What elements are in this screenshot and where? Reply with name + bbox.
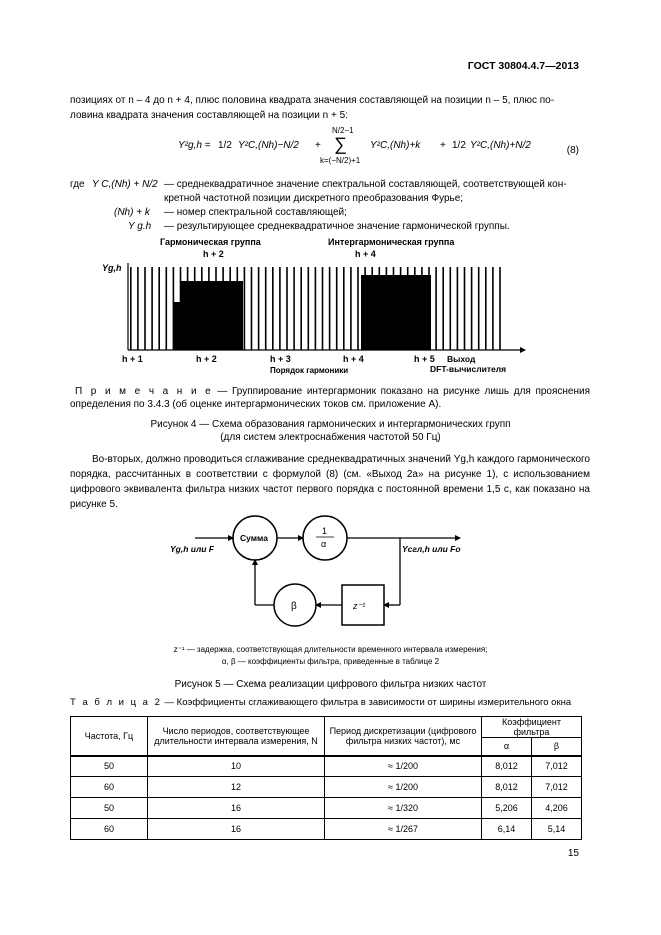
input-label: Yg,h или F	[170, 544, 215, 554]
definition-row: где Y C,(Nh) + N/2 — среднеквадратичное значение спектральной составляющей, соответствующей кон-	[70, 179, 567, 190]
spectrum-line	[258, 267, 260, 350]
tick-label: h + 2	[196, 354, 217, 364]
figure-5-diagram	[170, 510, 490, 640]
tick-label: h + 3	[270, 354, 291, 364]
header-alpha: α	[482, 738, 532, 756]
table-cell: ≈ 1/320	[325, 798, 482, 819]
header-sampling: Период дискретизации (цифрового фильтра низких частот), мс	[325, 717, 482, 756]
table-cell: 50	[71, 798, 148, 819]
intro-line-2: ловина квадрата значения составляющей на позиции n + 5:	[70, 110, 348, 121]
table-cell: ≈ 1/200	[325, 756, 482, 777]
y-axis-label: Yg,h	[102, 263, 122, 273]
figure-4-note	[70, 385, 590, 411]
table-row	[71, 756, 582, 777]
spectrum-line	[343, 267, 345, 350]
beta-label: β	[291, 601, 297, 612]
spectrum-line	[457, 267, 459, 350]
tick-label: h + 1	[122, 354, 143, 364]
spectrum-line	[144, 267, 146, 350]
spectrum-line	[478, 267, 480, 350]
table-row	[71, 819, 582, 840]
spectrum-line	[322, 267, 324, 350]
table-cell: ≈ 1/200	[325, 777, 482, 798]
spectrum-line	[336, 267, 338, 350]
spectrum-line	[442, 267, 444, 350]
spectrum-line	[315, 267, 317, 350]
table-2	[70, 716, 582, 840]
spectrum-line	[173, 267, 175, 350]
harmonic-group-label: Гармоническая группа	[160, 237, 261, 247]
definition-symbol: (Nh) + k	[114, 207, 150, 218]
output-label: Yсгл,h или Fo	[402, 544, 461, 554]
arrow-icon	[455, 535, 461, 541]
header-frequency: Частота, Гц	[71, 717, 148, 756]
spectrum-line	[471, 267, 473, 350]
table-cell: 7,012	[531, 777, 581, 798]
formula-number: (8)	[566, 145, 579, 156]
definition-row	[70, 220, 590, 234]
table-cell: 16	[148, 819, 325, 840]
sum-label: Сумма	[240, 533, 268, 543]
spectrum-bars	[130, 267, 501, 350]
spectrum-line	[357, 267, 359, 350]
spectrum-line	[158, 267, 160, 350]
table-2-title: Т а б л и ц а 2 — Коэффициенты сглаживающего фильтра в зависимости от ширины измерительного окна	[70, 697, 572, 708]
spectrum-line	[137, 267, 139, 350]
formula-lhs: Y²g,h =	[178, 140, 211, 151]
spectrum-line	[499, 267, 501, 350]
svg-text:α: α	[321, 539, 327, 549]
formula-half-2: 1/2	[452, 140, 466, 151]
definition-symbol: Y C,(Nh) + N/2	[92, 179, 158, 190]
spectrum-line	[166, 267, 168, 350]
formula-half-1: 1/2	[218, 140, 232, 151]
table-cell: 10	[148, 756, 325, 777]
figure-4-caption: Рисунок 4 — Схема образования гармонических и интергармонических групп	[150, 419, 511, 430]
table-cell: 7,012	[531, 756, 581, 777]
table-cell: 8,012	[482, 756, 532, 777]
definitions-list	[70, 178, 590, 234]
intro-line-1: позициях от n – 4 до n + 4, плюс половина квадрата значения составляющей на позиции n – 5, плюс по-	[70, 95, 555, 106]
group-block	[181, 281, 243, 350]
table-cell: 5,14	[531, 819, 581, 840]
table-cell: 5,206	[482, 798, 532, 819]
table-cell: 50	[71, 756, 148, 777]
legend-coefficients: α, β — коэффициенты фильтра, приведенные в таблице 2	[221, 657, 440, 666]
figure-5-legend	[0, 644, 661, 668]
spectrum-line	[450, 267, 452, 350]
definition-text: кретной частотной позиции дискретного преобразования Фурье;	[164, 193, 464, 204]
group-block	[361, 275, 431, 350]
definition-symbol: Y g.h	[128, 221, 152, 232]
spectrum-line	[435, 267, 437, 350]
spectrum-line	[485, 267, 487, 350]
table-row	[71, 798, 582, 819]
spectrum-line	[244, 267, 246, 350]
x-axis-arrow-icon	[520, 347, 526, 353]
table-cell: 16	[148, 798, 325, 819]
definition-row	[70, 192, 590, 206]
header-beta: β	[531, 738, 581, 756]
spectrum-line	[329, 267, 331, 350]
header-coefficient: Коэффициент фильтра	[482, 717, 582, 738]
formula-sum-upper: N/2−1	[332, 126, 354, 135]
formula-sum-lower: k=(−N/2)+1	[320, 156, 361, 165]
spectrum-line	[272, 267, 274, 350]
page-number: 15	[567, 848, 579, 859]
formula-term-1: Y²C,(Nh)−N/2	[238, 140, 299, 151]
table-cell: 60	[71, 819, 148, 840]
legend-delay: z⁻¹ — задержка, соответствующая длительности временного интервала измерения;	[173, 645, 488, 654]
tick-label: h + 4	[343, 354, 364, 364]
definition-row	[70, 206, 590, 220]
harmonic-group-order: h + 2	[203, 249, 224, 259]
figure-4-diagram	[100, 235, 550, 380]
table-cell: 8,012	[482, 777, 532, 798]
table-cell: 4,206	[531, 798, 581, 819]
spectrum-line	[308, 267, 310, 350]
tick-label: h + 5	[414, 354, 435, 364]
dft-output-label-2: DFT-вычислителя	[430, 364, 507, 374]
svg-text:1: 1	[322, 526, 328, 536]
definition-text: — среднеквадратичное значение спектральной составляющей, соответствующей кон-	[164, 179, 567, 190]
table-cell: 6,14	[482, 819, 532, 840]
spectrum-line	[251, 267, 253, 350]
table-cell: ≈ 1/267	[325, 819, 482, 840]
note-label: П р и м е ч а н и е	[75, 386, 213, 397]
div-alpha-node	[303, 516, 347, 560]
spectrum-line	[279, 267, 281, 350]
spectrum-line	[464, 267, 466, 350]
header-periods: Число периодов, соответствующее длительности интервала измерения, N	[148, 717, 325, 756]
dft-output-label: Выход	[447, 354, 476, 364]
x-axis-label: Порядок гармоники	[270, 366, 349, 375]
definition-text: — результирующее среднеквадратичное значение гармонической группы.	[164, 221, 510, 232]
spectrum-line	[350, 267, 352, 350]
interharmonic-group-order: h + 4	[355, 249, 376, 259]
spectrum-line	[293, 267, 295, 350]
formula-sum-term: Y²C,(Nh)+k	[370, 140, 421, 151]
document-header: ГОСТ 30804.4.7—2013	[467, 60, 579, 72]
definition-text: — номер спектральной составляющей;	[164, 207, 347, 218]
paragraph-smoothing: Во-вторых, должно проводиться сглаживание среднеквадратичных значений Yg,h каждого гармонического порядка, рассчитанных в соответствии с формулой (8) (см. «Выход 2а» на рисунке 1), с использованием цифрового эквивалента фильтра низких частот первого порядка с постоянной времени 1,5 с, как показано на рисунке 5.	[70, 454, 590, 510]
table-cell: 12	[148, 777, 325, 798]
spectrum-line	[300, 267, 302, 350]
note-text: — Группирование интергармоник показано на рисунке лишь для прояснения определения по 3.4.3 (об оценке интергармонических токов см. приложение А).	[70, 386, 591, 410]
table-cell: 60	[71, 777, 148, 798]
spectrum-line	[130, 267, 132, 350]
formula-8: Y²g,h = 1/2 Y²C,(Nh)−N/2 + N/2−1 ∑ k=(−N/2)+1 Y²C,(Nh)+k + 1/2 Y²C,(Nh)+N/2	[178, 126, 531, 165]
figure-4-caption-2: (для систем электроснабжения частотой 50 Гц)	[220, 432, 441, 443]
table-row	[71, 777, 582, 798]
interharmonic-group-label: Интергармоническая группа	[328, 237, 455, 247]
spectrum-line	[492, 267, 494, 350]
sum-symbol-icon: ∑	[334, 134, 347, 154]
spectrum-line	[265, 267, 267, 350]
figure-5-caption: Рисунок 5 — Схема реализации цифрового фильтра низких частот	[174, 679, 487, 690]
delay-label: z⁻¹	[353, 601, 366, 611]
spectrum-line	[151, 267, 153, 350]
spectrum-line	[286, 267, 288, 350]
formula-term-3: Y²C,(Nh)+N/2	[470, 140, 531, 151]
